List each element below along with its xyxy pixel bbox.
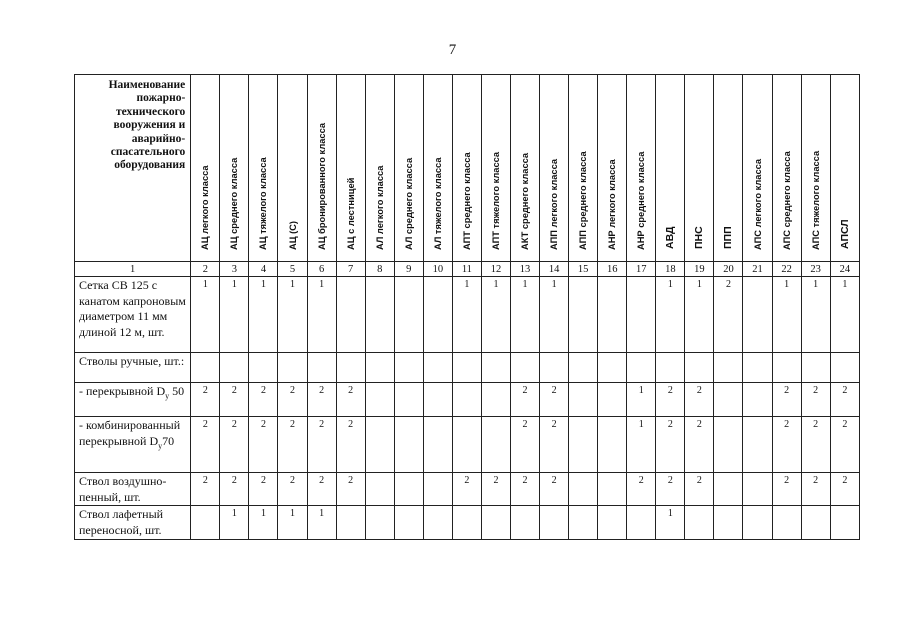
table-cell bbox=[656, 353, 685, 383]
table-cell bbox=[772, 353, 801, 383]
column-header-4 bbox=[249, 75, 278, 262]
column-header-label: АЛ среднего класса bbox=[403, 157, 414, 250]
table-cell bbox=[714, 473, 743, 506]
column-number: 9 bbox=[394, 262, 423, 277]
table-cell: 2 bbox=[627, 473, 656, 506]
table-cell bbox=[569, 277, 598, 353]
table-cell: 2 bbox=[772, 417, 801, 473]
table-cell bbox=[830, 353, 859, 383]
table-cell: 2 bbox=[278, 473, 307, 506]
table-cell bbox=[394, 473, 423, 506]
column-header-label: АНР легкого класса bbox=[607, 159, 618, 250]
column-header-label: АЛ тяжелого класса bbox=[432, 157, 443, 250]
row-label-tail: 70 bbox=[162, 433, 175, 448]
column-header-label: АПС тяжелого класса bbox=[810, 150, 821, 250]
table-cell bbox=[481, 383, 510, 417]
column-header-3 bbox=[220, 75, 249, 262]
table-cell bbox=[394, 417, 423, 473]
table-cell bbox=[598, 277, 627, 353]
column-header-7 bbox=[336, 75, 365, 262]
table-cell bbox=[569, 506, 598, 540]
column-header-2 bbox=[191, 75, 220, 262]
table-cell bbox=[394, 353, 423, 383]
table-cell: 1 bbox=[801, 277, 830, 353]
table-cell: 1 bbox=[772, 277, 801, 353]
column-header-label: АЦ с лестницей bbox=[345, 177, 356, 250]
table-cell: 2 bbox=[685, 473, 714, 506]
table-row bbox=[75, 506, 860, 540]
column-number: 5 bbox=[278, 262, 307, 277]
table-cell: 2 bbox=[656, 473, 685, 506]
table-cell bbox=[627, 277, 656, 353]
column-number: 18 bbox=[656, 262, 685, 277]
column-number: 23 bbox=[801, 262, 830, 277]
table-cell bbox=[365, 353, 394, 383]
table-cell: 1 bbox=[540, 277, 569, 353]
column-number: 16 bbox=[598, 262, 627, 277]
table-cell bbox=[394, 506, 423, 540]
table-cell bbox=[830, 506, 859, 540]
column-header-label: АПС среднего класса bbox=[781, 151, 792, 250]
table-cell: 2 bbox=[830, 417, 859, 473]
table-cell: 1 bbox=[685, 277, 714, 353]
column-number: 15 bbox=[569, 262, 598, 277]
table-cell bbox=[365, 473, 394, 506]
table-cell bbox=[220, 353, 249, 383]
table-cell bbox=[481, 506, 510, 540]
table-cell: 2 bbox=[220, 383, 249, 417]
table-cell: 2 bbox=[249, 383, 278, 417]
table-cell: 2 bbox=[510, 383, 539, 417]
table-cell: 1 bbox=[830, 277, 859, 353]
column-header-16 bbox=[598, 75, 627, 262]
column-header-label: АПТ среднего класса bbox=[461, 152, 472, 250]
table-cell bbox=[598, 383, 627, 417]
table-cell bbox=[743, 506, 772, 540]
table-cell bbox=[743, 353, 772, 383]
column-number: 13 bbox=[510, 262, 539, 277]
table-cell: 1 bbox=[627, 417, 656, 473]
table-cell bbox=[598, 417, 627, 473]
table-cell bbox=[394, 383, 423, 417]
table-cell bbox=[191, 353, 220, 383]
table-cell: 1 bbox=[307, 277, 336, 353]
column-header-label: ППП bbox=[722, 226, 735, 249]
column-number: 7 bbox=[336, 262, 365, 277]
column-header-11 bbox=[452, 75, 481, 262]
column-header-23 bbox=[801, 75, 830, 262]
column-header-20 bbox=[714, 75, 743, 262]
column-header-label: АПП легкого класса bbox=[549, 158, 560, 250]
table-cell bbox=[540, 353, 569, 383]
column-header-17 bbox=[627, 75, 656, 262]
column-number: 11 bbox=[452, 262, 481, 277]
table-row bbox=[75, 277, 860, 353]
table-cell: 2 bbox=[830, 473, 859, 506]
row-label: Стволы ручные, шт.: bbox=[75, 353, 191, 383]
table-cell: 2 bbox=[191, 417, 220, 473]
column-header-21 bbox=[743, 75, 772, 262]
table-cell bbox=[569, 417, 598, 473]
table-cell bbox=[365, 277, 394, 353]
column-number: 21 bbox=[743, 262, 772, 277]
table-cell: 2 bbox=[656, 383, 685, 417]
column-header-22 bbox=[772, 75, 801, 262]
table-cell bbox=[598, 473, 627, 506]
table-cell bbox=[423, 473, 452, 506]
column-header-label: АЦ легкого класса bbox=[200, 165, 211, 250]
table-cell: 2 bbox=[278, 417, 307, 473]
column-header-10 bbox=[423, 75, 452, 262]
column-number: 22 bbox=[772, 262, 801, 277]
table-cell bbox=[801, 353, 830, 383]
table-cell: 2 bbox=[801, 383, 830, 417]
table-cell bbox=[307, 353, 336, 383]
column-header-13 bbox=[510, 75, 539, 262]
table-cell bbox=[743, 417, 772, 473]
table-cell: 1 bbox=[452, 277, 481, 353]
column-header-label: АЦ (С) bbox=[287, 221, 298, 250]
table-cell: 1 bbox=[627, 383, 656, 417]
table-cell bbox=[714, 383, 743, 417]
table-cell: 2 bbox=[249, 473, 278, 506]
table-cell: 2 bbox=[540, 473, 569, 506]
row-label-text: - перекрывной D bbox=[79, 384, 166, 398]
column-number: 12 bbox=[481, 262, 510, 277]
table-row bbox=[75, 383, 860, 417]
column-header-label: АЦ тяжелого класса bbox=[258, 157, 269, 250]
header-equipment-name: Наименование пожарно-технического вооружения и аварийно-спасательного оборудования bbox=[75, 75, 191, 262]
table-cell bbox=[481, 353, 510, 383]
table-cell bbox=[336, 353, 365, 383]
table-cell: 2 bbox=[220, 473, 249, 506]
table-cell bbox=[365, 383, 394, 417]
table-cell bbox=[772, 506, 801, 540]
column-number: 3 bbox=[220, 262, 249, 277]
column-number-row bbox=[75, 262, 860, 277]
column-header-5 bbox=[278, 75, 307, 262]
column-number: 4 bbox=[249, 262, 278, 277]
column-header-label: АЦ среднего класса bbox=[229, 157, 240, 250]
table-cell bbox=[191, 506, 220, 540]
table-cell bbox=[540, 506, 569, 540]
column-header-15 bbox=[569, 75, 598, 262]
table-cell bbox=[423, 383, 452, 417]
row-label: Ствол воздушно-пенный, шт. bbox=[75, 473, 191, 506]
table-cell bbox=[278, 353, 307, 383]
row-label-text: - комбинированный перекрывной D bbox=[79, 418, 181, 448]
table-cell: 1 bbox=[656, 277, 685, 353]
table-cell: 2 bbox=[307, 383, 336, 417]
table-cell: 2 bbox=[772, 383, 801, 417]
column-header-label: АНР среднего класса bbox=[636, 151, 647, 250]
table-cell bbox=[627, 506, 656, 540]
table-cell bbox=[365, 417, 394, 473]
table-cell: 2 bbox=[540, 417, 569, 473]
table-cell: 2 bbox=[656, 417, 685, 473]
column-header-9 bbox=[394, 75, 423, 262]
table-cell: 2 bbox=[540, 383, 569, 417]
table-cell: 1 bbox=[249, 506, 278, 540]
table-cell bbox=[714, 506, 743, 540]
table-cell: 1 bbox=[481, 277, 510, 353]
table-cell: 2 bbox=[510, 417, 539, 473]
table-cell: 2 bbox=[481, 473, 510, 506]
row-label bbox=[75, 383, 191, 417]
row-label-tail: 50 bbox=[169, 384, 185, 398]
row-label-subscript: у bbox=[158, 440, 163, 450]
table-cell bbox=[365, 506, 394, 540]
table-cell: 2 bbox=[510, 473, 539, 506]
row-label bbox=[75, 417, 191, 473]
table-cell: 2 bbox=[772, 473, 801, 506]
table-cell: 2 bbox=[336, 417, 365, 473]
table-cell: 1 bbox=[220, 506, 249, 540]
table-cell: 2 bbox=[278, 383, 307, 417]
column-header-6 bbox=[307, 75, 336, 262]
table-cell bbox=[423, 277, 452, 353]
table-cell: 2 bbox=[191, 473, 220, 506]
column-header-label: АПСЛ bbox=[838, 219, 851, 249]
header-row bbox=[75, 75, 860, 262]
page-number: 7 bbox=[448, 42, 457, 58]
table-cell bbox=[627, 353, 656, 383]
table-cell bbox=[423, 417, 452, 473]
table-row bbox=[75, 473, 860, 506]
column-header-label: ПНС bbox=[693, 226, 706, 249]
column-number: 10 bbox=[423, 262, 452, 277]
table-cell bbox=[685, 353, 714, 383]
table-row bbox=[75, 353, 860, 383]
column-number: 20 bbox=[714, 262, 743, 277]
table-cell bbox=[685, 506, 714, 540]
table-cell bbox=[569, 383, 598, 417]
table-cell bbox=[598, 353, 627, 383]
table-cell: 2 bbox=[714, 277, 743, 353]
column-header-12 bbox=[481, 75, 510, 262]
table-cell: 1 bbox=[510, 277, 539, 353]
table-cell bbox=[569, 473, 598, 506]
table-cell bbox=[510, 506, 539, 540]
table-cell: 1 bbox=[220, 277, 249, 353]
table-cell: 1 bbox=[278, 506, 307, 540]
column-header-label: АЦ бронированного класса bbox=[316, 122, 327, 250]
column-header-label: АКТ среднего класса bbox=[520, 152, 530, 250]
row-label: Ствол лафетный переносной, шт. bbox=[75, 506, 191, 540]
table-cell bbox=[801, 506, 830, 540]
table-cell: 2 bbox=[307, 473, 336, 506]
table-cell bbox=[452, 417, 481, 473]
table-cell: 2 bbox=[336, 473, 365, 506]
table-cell bbox=[452, 506, 481, 540]
table-cell: 2 bbox=[685, 383, 714, 417]
table-cell: 2 bbox=[452, 473, 481, 506]
table-cell: 2 bbox=[336, 383, 365, 417]
row-label: Сетка СВ 125 с канатом капроновым диаметром 11 мм длиной 12 м, шт. bbox=[75, 277, 191, 353]
table-cell: 1 bbox=[278, 277, 307, 353]
table-cell: 2 bbox=[830, 383, 859, 417]
column-header-14 bbox=[540, 75, 569, 262]
column-header-8 bbox=[365, 75, 394, 262]
table-cell bbox=[743, 277, 772, 353]
table-cell: 2 bbox=[191, 383, 220, 417]
column-header-label: АПТ тяжелого класса bbox=[490, 151, 501, 250]
table-cell: 1 bbox=[307, 506, 336, 540]
table-cell bbox=[598, 506, 627, 540]
column-header-19 bbox=[685, 75, 714, 262]
table-cell: 1 bbox=[249, 277, 278, 353]
table-cell bbox=[452, 383, 481, 417]
table-cell bbox=[336, 506, 365, 540]
equipment-table bbox=[74, 74, 860, 540]
column-number: 14 bbox=[540, 262, 569, 277]
row-label-subscript: у bbox=[165, 391, 170, 401]
column-header-label: АЛ легкого класса bbox=[374, 165, 385, 250]
column-header-label: АВД bbox=[664, 226, 677, 249]
column-header-24 bbox=[830, 75, 859, 262]
column-number: 2 bbox=[191, 262, 220, 277]
table-cell bbox=[743, 473, 772, 506]
table-cell bbox=[714, 417, 743, 473]
table-cell: 2 bbox=[249, 417, 278, 473]
table-cell: 2 bbox=[307, 417, 336, 473]
table-cell bbox=[423, 506, 452, 540]
column-number: 17 bbox=[627, 262, 656, 277]
table-cell: 2 bbox=[220, 417, 249, 473]
column-number: 24 bbox=[830, 262, 859, 277]
column-number: 6 bbox=[307, 262, 336, 277]
table-cell bbox=[569, 353, 598, 383]
column-header-18 bbox=[656, 75, 685, 262]
column-header-label: АПП среднего класса bbox=[578, 151, 589, 250]
column-number: 1 bbox=[75, 262, 191, 277]
table-cell bbox=[336, 277, 365, 353]
table-cell bbox=[743, 383, 772, 417]
table-cell bbox=[452, 353, 481, 383]
table-row bbox=[75, 417, 860, 473]
table-cell bbox=[423, 353, 452, 383]
table-cell: 2 bbox=[801, 473, 830, 506]
table-cell bbox=[481, 417, 510, 473]
column-header-label: АПС легкого класса bbox=[752, 158, 763, 250]
table-cell: 2 bbox=[685, 417, 714, 473]
table-cell bbox=[394, 277, 423, 353]
table-cell bbox=[714, 353, 743, 383]
table-cell: 2 bbox=[801, 417, 830, 473]
table-cell: 1 bbox=[191, 277, 220, 353]
column-number: 19 bbox=[685, 262, 714, 277]
table-cell bbox=[510, 353, 539, 383]
column-number: 8 bbox=[365, 262, 394, 277]
table-cell bbox=[249, 353, 278, 383]
table-cell: 1 bbox=[656, 506, 685, 540]
